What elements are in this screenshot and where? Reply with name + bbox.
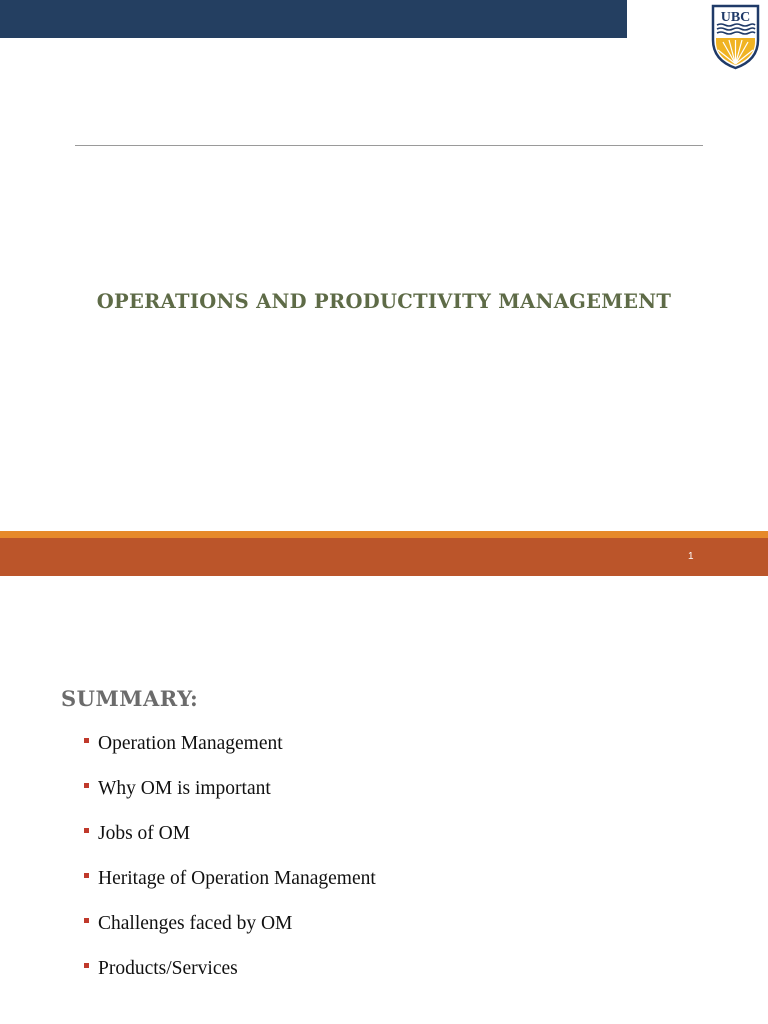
summary-list bbox=[84, 733, 376, 1003]
square-bullet-icon bbox=[84, 783, 89, 788]
list-item bbox=[84, 958, 376, 1003]
list-item-text: Heritage of Operation Management bbox=[98, 868, 376, 889]
list-item bbox=[84, 778, 376, 823]
list-item bbox=[84, 913, 376, 958]
list-item bbox=[84, 868, 376, 913]
footer-bar bbox=[0, 538, 768, 576]
slide-title: OPERATIONS AND PRODUCTIVITY MANAGEMENT bbox=[96, 290, 672, 313]
summary-heading: SUMMARY: bbox=[61, 686, 199, 711]
ubc-logo bbox=[711, 4, 760, 70]
square-bullet-icon bbox=[84, 828, 89, 833]
header-bar bbox=[0, 0, 627, 38]
list-item-text: Jobs of OM bbox=[98, 823, 191, 844]
square-bullet-icon bbox=[84, 873, 89, 878]
square-bullet-icon bbox=[84, 963, 89, 968]
list-item-text: Challenges faced by OM bbox=[98, 913, 293, 934]
footer-accent-stripe bbox=[0, 531, 768, 538]
title-divider bbox=[75, 145, 703, 146]
square-bullet-icon bbox=[84, 918, 89, 923]
square-bullet-icon bbox=[84, 738, 89, 743]
list-item-text: Operation Management bbox=[98, 733, 283, 754]
list-item-text: Products/Services bbox=[98, 958, 238, 979]
svg-text:UBC: UBC bbox=[720, 10, 751, 25]
list-item bbox=[84, 733, 376, 778]
slide-number: 1 bbox=[688, 551, 694, 562]
list-item bbox=[84, 823, 376, 868]
list-item-text: Why OM is important bbox=[98, 778, 271, 799]
